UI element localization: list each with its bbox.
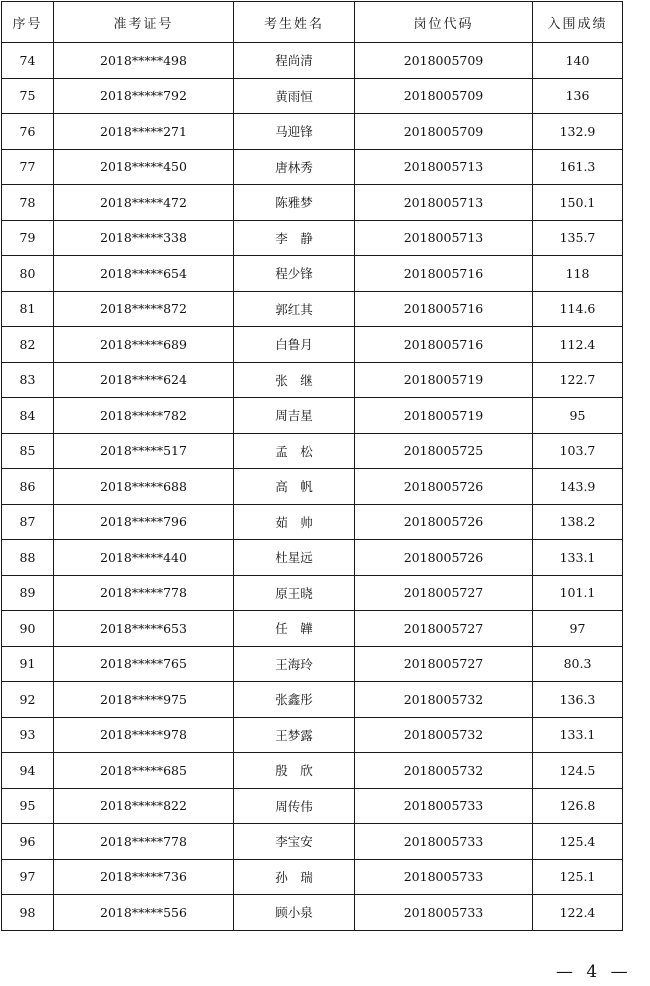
cell-post-code: 2018005726: [355, 504, 533, 540]
cell-seq: 77: [2, 149, 54, 185]
cell-name: 孙 瑞: [234, 859, 355, 895]
cell-name: 高 帆: [234, 469, 355, 505]
table-header-row: [2, 2, 623, 43]
cell-exam-no: 2018*****975: [54, 682, 234, 718]
cell-score: 136.3: [533, 682, 623, 718]
cell-name: 王梦露: [234, 717, 355, 753]
cell-seq: 78: [2, 185, 54, 221]
table-row: [2, 433, 623, 469]
table-row: [2, 291, 623, 327]
cell-seq: 98: [2, 895, 54, 931]
cell-exam-no: 2018*****782: [54, 398, 234, 434]
cell-name: 张 继: [234, 362, 355, 398]
cell-score: 133.1: [533, 717, 623, 753]
cell-score: 136: [533, 78, 623, 114]
cell-score: 124.5: [533, 753, 623, 789]
cell-exam-no: 2018*****556: [54, 895, 234, 931]
cell-seq: 97: [2, 859, 54, 895]
cell-post-code: 2018005732: [355, 753, 533, 789]
cell-post-code: 2018005713: [355, 185, 533, 221]
cell-exam-no: 2018*****688: [54, 469, 234, 505]
page-number: — 4 —: [556, 962, 632, 982]
cell-seq: 76: [2, 114, 54, 150]
cell-post-code: 2018005709: [355, 43, 533, 79]
cell-post-code: 2018005726: [355, 469, 533, 505]
cell-name: 程少锋: [234, 256, 355, 292]
cell-seq: 92: [2, 682, 54, 718]
header-seq: 序号: [2, 2, 54, 43]
cell-score: 138.2: [533, 504, 623, 540]
cell-score: 133.1: [533, 540, 623, 576]
cell-name: 周吉星: [234, 398, 355, 434]
table-row: [2, 256, 623, 292]
cell-name: 殷 欣: [234, 753, 355, 789]
cell-post-code: 2018005727: [355, 575, 533, 611]
table-row: [2, 753, 623, 789]
cell-name: 茹 帅: [234, 504, 355, 540]
cell-score: 126.8: [533, 788, 623, 824]
cell-name: 任 韡: [234, 611, 355, 647]
table-row: [2, 646, 623, 682]
cell-score: 101.1: [533, 575, 623, 611]
cell-exam-no: 2018*****778: [54, 575, 234, 611]
table-row: [2, 362, 623, 398]
cell-score: 132.9: [533, 114, 623, 150]
table-row: [2, 43, 623, 79]
table-row: [2, 611, 623, 647]
cell-post-code: 2018005732: [355, 717, 533, 753]
header-score: 入围成绩: [533, 2, 623, 43]
cell-name: 李 静: [234, 220, 355, 256]
table-row: [2, 78, 623, 114]
cell-seq: 88: [2, 540, 54, 576]
table-row: [2, 398, 623, 434]
cell-exam-no: 2018*****450: [54, 149, 234, 185]
table-row: [2, 717, 623, 753]
cell-name: 周传伟: [234, 788, 355, 824]
cell-exam-no: 2018*****736: [54, 859, 234, 895]
cell-exam-no: 2018*****338: [54, 220, 234, 256]
cell-seq: 82: [2, 327, 54, 363]
cell-score: 97: [533, 611, 623, 647]
cell-name: 黄雨恒: [234, 78, 355, 114]
cell-post-code: 2018005727: [355, 646, 533, 682]
cell-name: 陈雅梦: [234, 185, 355, 221]
cell-post-code: 2018005719: [355, 362, 533, 398]
table-row: [2, 540, 623, 576]
cell-name: 郭红其: [234, 291, 355, 327]
cell-seq: 86: [2, 469, 54, 505]
cell-post-code: 2018005716: [355, 256, 533, 292]
cell-exam-no: 2018*****765: [54, 646, 234, 682]
cell-post-code: 2018005719: [355, 398, 533, 434]
cell-name: 顾小泉: [234, 895, 355, 931]
cell-seq: 94: [2, 753, 54, 789]
cell-seq: 75: [2, 78, 54, 114]
cell-exam-no: 2018*****653: [54, 611, 234, 647]
cell-post-code: 2018005733: [355, 788, 533, 824]
cell-seq: 96: [2, 824, 54, 860]
cell-name: 杜星远: [234, 540, 355, 576]
cell-seq: 91: [2, 646, 54, 682]
cell-exam-no: 2018*****498: [54, 43, 234, 79]
cell-score: 122.4: [533, 895, 623, 931]
cell-score: 161.3: [533, 149, 623, 185]
table-row: [2, 788, 623, 824]
cell-score: 150.1: [533, 185, 623, 221]
cell-post-code: 2018005733: [355, 824, 533, 860]
cell-post-code: 2018005726: [355, 540, 533, 576]
cell-name: 程尚清: [234, 43, 355, 79]
cell-score: 140: [533, 43, 623, 79]
cell-post-code: 2018005709: [355, 78, 533, 114]
cell-seq: 79: [2, 220, 54, 256]
cell-exam-no: 2018*****778: [54, 824, 234, 860]
table-row: [2, 824, 623, 860]
cell-name: 王海玲: [234, 646, 355, 682]
cell-name: 唐林秀: [234, 149, 355, 185]
cell-seq: 93: [2, 717, 54, 753]
cell-exam-no: 2018*****872: [54, 291, 234, 327]
cell-exam-no: 2018*****796: [54, 504, 234, 540]
cell-exam-no: 2018*****654: [54, 256, 234, 292]
cell-exam-no: 2018*****440: [54, 540, 234, 576]
cell-seq: 83: [2, 362, 54, 398]
table-row: [2, 682, 623, 718]
table-row: [2, 859, 623, 895]
cell-seq: 81: [2, 291, 54, 327]
cell-exam-no: 2018*****271: [54, 114, 234, 150]
cell-post-code: 2018005725: [355, 433, 533, 469]
table-body: [2, 43, 623, 931]
cell-post-code: 2018005733: [355, 859, 533, 895]
cell-seq: 85: [2, 433, 54, 469]
table-row: [2, 895, 623, 931]
table-row: [2, 220, 623, 256]
cell-post-code: 2018005716: [355, 327, 533, 363]
header-post-code: 岗位代码: [355, 2, 533, 43]
cell-score: 103.7: [533, 433, 623, 469]
cell-exam-no: 2018*****689: [54, 327, 234, 363]
cell-score: 125.1: [533, 859, 623, 895]
table-row: [2, 504, 623, 540]
table-row: [2, 575, 623, 611]
cell-name: 马迎锋: [234, 114, 355, 150]
cell-post-code: 2018005713: [355, 220, 533, 256]
table-row: [2, 327, 623, 363]
cell-score: 95: [533, 398, 623, 434]
cell-score: 118: [533, 256, 623, 292]
cell-seq: 90: [2, 611, 54, 647]
table-row: [2, 149, 623, 185]
cell-exam-no: 2018*****978: [54, 717, 234, 753]
cell-seq: 87: [2, 504, 54, 540]
cell-score: 112.4: [533, 327, 623, 363]
cell-exam-no: 2018*****624: [54, 362, 234, 398]
cell-exam-no: 2018*****822: [54, 788, 234, 824]
cell-seq: 89: [2, 575, 54, 611]
cell-post-code: 2018005727: [355, 611, 533, 647]
cell-seq: 80: [2, 256, 54, 292]
cell-post-code: 2018005713: [355, 149, 533, 185]
cell-seq: 84: [2, 398, 54, 434]
table-row: [2, 114, 623, 150]
cell-name: 李宝安: [234, 824, 355, 860]
cell-post-code: 2018005732: [355, 682, 533, 718]
table-row: [2, 185, 623, 221]
cell-score: 135.7: [533, 220, 623, 256]
cell-exam-no: 2018*****472: [54, 185, 234, 221]
cell-post-code: 2018005733: [355, 895, 533, 931]
cell-seq: 95: [2, 788, 54, 824]
cell-score: 143.9: [533, 469, 623, 505]
cell-name: 孟 松: [234, 433, 355, 469]
cell-name: 白鲁月: [234, 327, 355, 363]
cell-exam-no: 2018*****517: [54, 433, 234, 469]
cell-score: 125.4: [533, 824, 623, 860]
cell-post-code: 2018005709: [355, 114, 533, 150]
cell-seq: 74: [2, 43, 54, 79]
table-row: [2, 469, 623, 505]
cell-score: 122.7: [533, 362, 623, 398]
results-table: [1, 1, 623, 931]
cell-exam-no: 2018*****792: [54, 78, 234, 114]
cell-score: 80.3: [533, 646, 623, 682]
cell-name: 张鑫彤: [234, 682, 355, 718]
cell-name: 原王晓: [234, 575, 355, 611]
header-name: 考生姓名: [234, 2, 355, 43]
cell-exam-no: 2018*****685: [54, 753, 234, 789]
cell-score: 114.6: [533, 291, 623, 327]
header-exam-no: 准考证号: [54, 2, 234, 43]
cell-post-code: 2018005716: [355, 291, 533, 327]
